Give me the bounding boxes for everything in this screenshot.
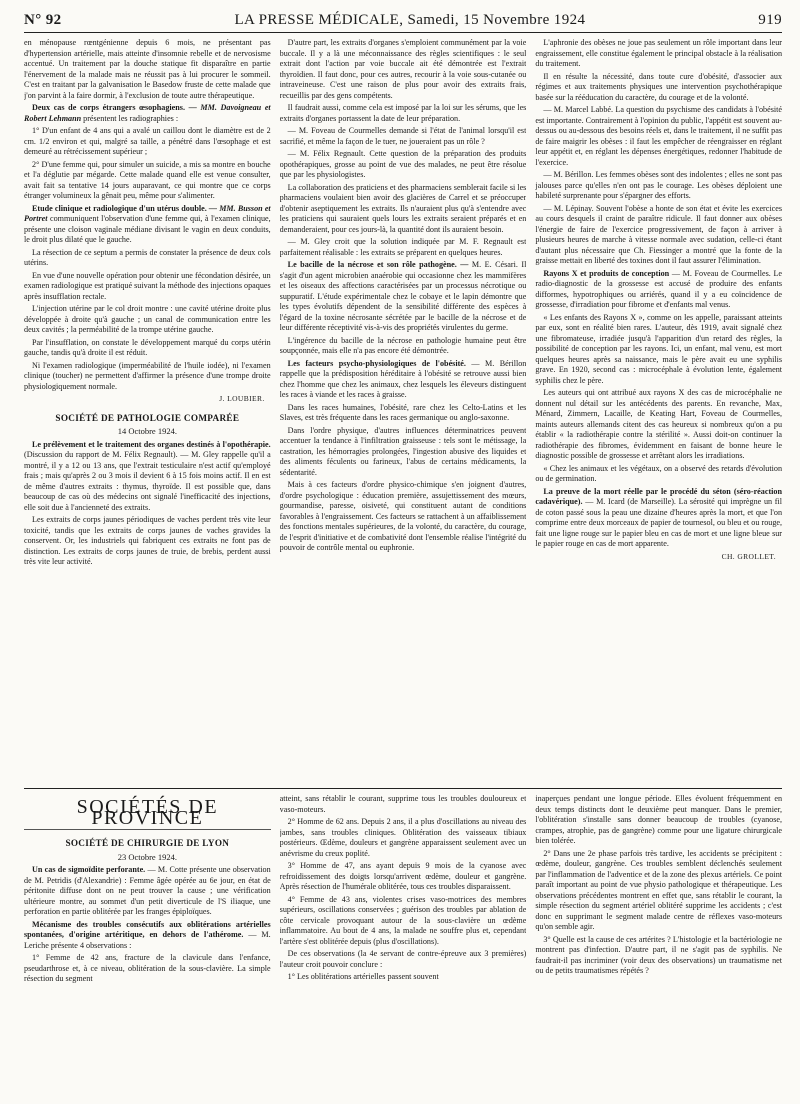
paragraph-text: communiquent l'observation d'une femme qui, à l'examen clinique, présente une cloison vaginale médiane divisant le vagin en deux conduits, le droit plus dilaté que le gauche. xyxy=(24,214,271,244)
subject-title: Etude clinique et radiologique d'un utérus double. xyxy=(32,203,207,213)
authors: — MM. Busson et Portret xyxy=(24,203,271,223)
paragraph: Par l'insufflation, on constate le développement marqué du corps utérin gauche, tandis qu'à droite il est réduit. xyxy=(24,337,271,357)
paragraph: D'autre part, les extraits d'organes s'emploient communément par la voie buccale. Il y a là une méconnaissance des règles scientifiques : le seul extrait dont l'action par voie buccale ait été démontrée est l'extrait thyroïdien. Il faut donc, pour ces autres, recourir à la voie sous-cutanée ou intraveineuse. C'est une raison de plus pour avoir des extraits frais, recueillis par des gens compétents. xyxy=(279,38,527,100)
session-date: 14 Octobre 1924. xyxy=(117,426,177,436)
signature: CH. GROLLET. xyxy=(721,551,777,561)
paragraph-text: M. E. Césari. Il s'agit d'un agent microbien anaérobie qui occasionne chez les mammifères et les oiseaux des affections caractérisées par un processus nécrotique ou suppuratif. L'étude expérimentale chez le cobaye et le lapin démontre que les types évolutifs dépendent de la sensibilité différente des espèces à l'égard de la toxine nécrosante sécrétée par le bacille de la nécrose et de leur différente réceptivité vis-à-vis des propriétés virulentes du germe. xyxy=(279,260,527,332)
society-title: SOCIÉTÉ DE PATHOLOGIE COMPARÉE xyxy=(55,412,240,423)
paragraph: — M. Lépinay. Souvent l'obèse a honte de son état et évite les exercices au cours desquels il craint de paraître ridicule. Il faut donner aux obèses l'énergie de faire de l'exercice progressivement, de façon à arriver à plusieurs heures de marche à vitesse normale avec sudation, celle-ci étant d'autant plus nécessaire que Ch. Fiessinger a montré que la fonte de la graisse mettait en liberté des toxines dont il faut assurer l'élimination. xyxy=(535,203,783,265)
section-divider xyxy=(24,788,782,789)
paragraph: atteint, sans rétablir le courant, supprime tous les troubles douloureux et vaso-moteurs. xyxy=(279,794,527,814)
subject-title: Les facteurs psycho-physiologiques de l'obésité. xyxy=(287,358,466,368)
session-date: 23 Octobre 1924. xyxy=(117,851,177,862)
paragraph: — M. Gley croit que la solution indiquée par M. F. Regnault est parfaitement réalisable : les extraits se préparent en quelques heures. xyxy=(279,237,527,257)
paragraph: — M. Félix Regnault. Cette question de la préparation des produits opothérapiques, grosse au point de vue des malades, ne peut être résolue que par les physiologistes. xyxy=(279,149,527,179)
paragraph: — M. Marcel Labbé. La question du psychisme des candidats à l'obésité est importante. Contrairement à l'opinion du public, l'appétit est souvent au-dessus ou au-dessous des besoins réels et, dans le traitement, il ne suffit pas de faire maigrir les obèses : il faut les empêcher de réengraisser en réglant leur appétit et, en réglant les dépenses énergétiques, redonner l'habitude de l'exercice. xyxy=(535,105,783,167)
page-number: N° 92 xyxy=(24,12,62,28)
journal-title: LA PRESSE MÉDICALE, Samedi, 15 Novembre 1924 xyxy=(234,12,586,28)
paragraph-text: — M. Foveau de Courmelles. Le radio-diagnostic de la grossesse est accusé de produire des enfants difformes, hypotrophiques ou arriérés, quand il y a eu coïncidence de grossesse, d'irradiation pour fibrome et d'enfants mal venus. xyxy=(535,268,783,309)
paragraph: en ménopause rœntgénienne depuis 6 mois, ne présentant pas d'hypertension artérielle, mais atteinte d'insomnie rebelle et de nervosisme accentué. Un traitement par la douche statique fit disparaître en partie l'énervement de la malade mais ne réussit pas à lui procurer le sommeil. C'est en traitant par la galvanisation le Basedow fruste de cette malade que j'on parvint à la faire dormir, à l'exclusion de toute autre thérapeutique. xyxy=(24,38,271,100)
paragraph xyxy=(24,103,271,124)
paragraph: Ni l'examen radiologique (imperméabilité de l'huile iodée), ni l'examen clinique (toucher) ne permettent d'affirmer la présence d'une trompe droite physiologiquement normale. xyxy=(24,360,271,391)
paragraph xyxy=(24,920,271,952)
paragraph: L'ingérence du bacille de la nécrose en pathologie humaine peut être soupçonnée, mais elle n'a pas encore été démontrée. xyxy=(279,335,527,355)
paragraph: 2° Homme de 62 ans. Depuis 2 ans, il a plus d'oscillations au niveau des jambes, sans troubles cliniques. Oblitération des vaisseaux tibiaux postérieurs. Œdème, douleurs et gangrène apparaissent seulement avec un anévrisme du creux poplité. xyxy=(279,817,527,858)
column-3 xyxy=(535,38,782,783)
paragraph-text: — M. Bérillon rappelle que la prédisposition héréditaire à l'obésité se retrouve aussi bien chez l'homme que chez les animaux, chez lesquels les éleveurs distinguent les races à viande et les races à graisse. xyxy=(279,358,527,399)
paragraph: Dans l'ordre physique, d'autres influences déterminatrices peuvent accentuer la tendance à l'infiltration graisseuse : tels sont le métissage, la castration, les hémorragies prolongées, l'ingestion abusive des liquides et des aliments féculents ou farineux, l'abus de certains médicaments, la sédentarité. xyxy=(279,425,527,477)
society-title: SOCIÉTÉ DE CHIRURGIE DE LYON xyxy=(65,838,230,848)
page-header xyxy=(24,12,782,33)
paragraph: La résection de ce septum a permis de constater la présence de deux cols utérins. xyxy=(24,247,271,267)
paragraph xyxy=(24,440,271,514)
subject-title: Le bacille de la nécrose et son rôle pathogène. — xyxy=(287,260,469,269)
paragraph-text: présentent les radiographies : xyxy=(83,113,179,123)
paragraph: Il faudrait aussi, comme cela est imposé par la loi sur les sérums, que les extraits d'organes portassent la date de leur préparation. xyxy=(279,103,527,123)
paragraph: 2° D'une femme qui, pour simuler un suicide, a mis sa montre en bouche et l'a déglutie par mégarde. Cette malade quand elle est venue consulter, avait fait sa tentative 14 jours auparavant, ce qui montre que ce corps étranger volumineux la gênait peu, même pour s'alimenter. xyxy=(24,159,271,200)
column-2 xyxy=(280,38,527,783)
subject-title: Le prélèvement et le traitement des organes destinés à l'opothérapie. xyxy=(32,439,271,449)
paragraph: Dans les races humaines, l'obésité, rare chez les Celto-Latins et les Slaves, est très fréquente dans les races germanique ou anglo-saxonne. xyxy=(279,402,527,422)
paragraph: La collaboration des praticiens et des pharmaciens semblerait facile si les pharmaciens voulaient bien avoir des glacières de Carrel et se préoccuper d'obtenir aseptiquement les extraits. Ils n'auraient plus qu'à s'entendre avec les praticiens qui sauraient quels lours les extraits seraient préparés et en demanderaient, pour ces jours-là, la quantité dont ils auraient besoin. xyxy=(279,182,527,234)
province-heading: SOCIÉTÉS DE PROVINCE xyxy=(24,802,271,830)
paragraph xyxy=(280,359,527,401)
paragraph: Les auteurs qui ont attribué aux rayons X des cas de microcéphalie ne donnent nul détail sur les antécédents des parents. En revanche, Max, Ménard, Zimmern, Lacaille, de Keating Hart, Foveau de Courmelles, maints auteurs allemands citent des cas heureux si nombreux qu'on a pu établir « la radiothérapie contre la stérilité ». Aussi doit-on continuer la radiothérapie des fibromes, évidemment en faisant de bonne heure le diagnostic possible de grossesse et arrêtant alors les irradiations. xyxy=(535,388,783,460)
paragraph: 1° Les oblitérations artérielles passent souvent xyxy=(287,972,439,981)
subject-title: La preuve de la mort réelle par le procédé du séton (séro-réaction cadavérique). xyxy=(535,486,783,506)
paragraph xyxy=(535,269,782,311)
signature: J. LOUBIER. xyxy=(219,394,265,403)
paragraph: L'aphronie des obèses ne joue pas seulement un rôle important dans leur engraissement, elle constitue également le principal obstacle à la réalisation du traitement. xyxy=(535,38,783,68)
paragraph: 3° Homme de 47, ans ayant depuis 9 mois de la cyanose avec refroidissement des doigts lorsqu'arrivent œdème, douleur et gangrène. Après résection de l'humérale oblitérée, tous ces troubles disparaissent. xyxy=(279,861,527,891)
subject-title: Un cas de sigmoïdite perforante. xyxy=(32,865,146,874)
paragraph: 3° Quelle est la cause de ces artérites ? L'histologie et la bactériologie ne montrent pas d'infection. D'autre part, il ne s'agit pas de syphilis. Ne faudrait-il pas incriminer (voir deux des observations) un traumatisme net ou de petits traumatismes répétés ? xyxy=(535,934,783,975)
paragraph: 4° Femme de 43 ans, violentes crises vaso-motrices des membres supérieurs, oscillations conservées ; guérison des troubles par ablation de côte cervicale provoquant autour de la sous-clavière un œdème inflammatoire. Au bout de 4 ans, la malade ne souffre plus et, cependant l'artère s'est oblitérée depuis (plus d'oscillations). xyxy=(279,894,527,946)
paragraph: 1° D'un enfant de 4 ans qui a avalé un caillou dont le diamètre est de 2 cm. 1/2 environ et qui, malgré sa taille, a pénétré dans l'œsophage et est demeuré au rétrécissement supérieur ; xyxy=(24,126,271,156)
paragraph-text: — M. Cotte présente une observation de M. Petridis (d'Alexandrie) : Femme âgée opérée au 6e jour, en état de péritonite diffuse dont on ne peut trouver la cause ; une vérification ultérieure montre, au sommet d'un petit diverticule de l'S iliaque, une perforation en partie oblitérée par les franges épiploïques. xyxy=(24,865,271,916)
paragraph xyxy=(24,204,271,246)
paragraph: 2° Dans une 2e phase parfois très tardive, les accidents se précipitent : œdème, douleur, gangrène. Ces troubles semblent déclenchés seulement par l'inflammation de l'adventice et de la zone des plexus artériels. Ce point paraît important au point de vue physio pathologique et thérapeutique. Les observations précédentes montrent en effet que, sans rétablir le courant, la simple résection du segment artériel oblitéré supprime les accidents ; c'est donc en supprimant le segment malade centre de réflexes vaso-moteurs qu'on semble agir. xyxy=(535,848,783,931)
paragraph: « Les enfants des Rayons X », comme on les appelle, paraissant atteints par eux, sont en réalité bien rares. L'auteur, dès 1919, avait signalé chez une fibromateuse, irradiée jusqu'à l'apparition d'un retard des règles, la possibilité de conception par les rayons. Ici, un enfant, mal venu, est mort quelques heures après sa naissance, mais le père avait eu une syphilis grave. En 1920, second cas : microcéphale à évolution lente, également syphilis chez le père. xyxy=(535,312,783,385)
paragraph: Les extraits de corps jaunes périodiques de vaches perdent très vite leur toxicité, tandis que les extraits de corps jaunes de vaches gravides la conservent. Or, les industriels qui fabriquent ces extraits ne font pas de distinction. Les extraits de corps jaunes de truie, de brebis, perdent aussi très vite leur activité. xyxy=(24,515,271,566)
folio-number: 919 xyxy=(758,12,782,28)
paragraph: — M. Bérillon. Les femmes obèses sont des indolentes ; elles ne sont pas jalouses parce qu'elles n'en ont pas le courage. Les obèses déploient une habileté surprenante pour s'épargner des efforts. xyxy=(535,170,783,200)
paragraph: L'injection utérine par le col droit montre : une cavité utérine droite plus développée à droite qu'à gauche ; un canal de communication entre les deux cavités ; la perméabilité de la trompe utérine gauche. xyxy=(24,304,271,334)
paragraph: — M. Foveau de Courmelles demande si l'état de l'animal lorsqu'il est sacrifié, et même la façon de le tuer, ne joueraient pas un rôle ? xyxy=(279,126,527,146)
top-columns xyxy=(24,38,782,783)
column-1 xyxy=(24,794,271,1104)
subject-title: Rayons X et produits de conception xyxy=(543,268,670,278)
column-1 xyxy=(24,38,271,783)
bottom-columns xyxy=(24,794,782,1104)
paragraph xyxy=(280,260,527,334)
paragraph: 1° Femme de 42 ans, fracture de la clavicule dans l'enfance, pseudarthrose et, à ce niveau, oblitération de la sous-clavière. La simple résection du segment xyxy=(24,953,271,983)
paragraph xyxy=(24,865,271,918)
paragraph-text: — M. Icard (de Marseille). La sérosité qui imprègne un fil de coton passé sous la peau une dizaine d'heures après la mort, et que l'on comprime entre deux morceaux de papier de tournesol, ou bleu et ou rouge, fait une ligne rouge sur le papier bleu en cas de mort et une ligne bleue sur le papier rouge en cas de mort apparente. xyxy=(535,497,783,548)
paragraph-text: — M. Leriche présente 4 observations : xyxy=(24,930,271,950)
paragraph: Mais à ces facteurs d'ordre physico-chimique s'en joignent d'autres, d'ordre psychologique : éducation première, assujettissement des mœurs, gourmandise, paresse, oisiveté, qui constituent autant de conditions favorables à l'engraissement. Ces facteurs se rattachent à un affaiblissement des fonctions mentales supérieures, de la volonté, du caractère, du courage, de l'esprit d'initiative et de combativité dont l'ensemble réalise l'intégrité du pouvoir de contrôle mental ou euphronie. xyxy=(279,480,527,552)
paragraph: De ces observations (la 4e servant de contre-épreuve aux 3 premières) l'auteur croit pouvoir conclure : xyxy=(279,949,527,969)
paragraph: inaperçues pendant une longue période. Elles évoluent fréquemment en deux temps distincts dont le deuxième peut manquer. Dans le premier, l'oblitération s'installe sans donner beaucoup de troubles (cyanose, crampes, atrophie, pas de gangrène) comme pour une ligature chirurgicale bien tolérée. xyxy=(535,794,783,845)
paragraph: En vue d'une nouvelle opération pour obtenir une fécondation désirée, un examen radiologique est pratiqué suivant la méthode des injections opaques après insufflation rectale. xyxy=(24,270,271,301)
paragraph xyxy=(535,487,782,550)
subject-title: Deux cas de corps étrangers œsophagiens. — xyxy=(32,103,197,112)
subject-title: Mécanisme des troubles consécutifs aux oblitérations artérielles spontanées, d'origine artéritique, en dehors de l'athérome. xyxy=(24,919,271,939)
authors: MM. Davoigneau et Robert Lehmann xyxy=(24,103,271,123)
paragraph: Il en résulte la nécessité, dans toute cure d'obésité, d'associer aux régimes et aux traitements physiques une intervention psychothérapique basée sur la rééducation du caractère, du courage et de la volonté. xyxy=(535,71,783,102)
column-3 xyxy=(535,794,782,1104)
paragraph: « Chez les animaux et les végétaux, on a observé des retards d'évolution ou de germination. xyxy=(535,463,783,483)
paragraph-text: (Discussion du rapport de M. Félix Regnault). — M. Gley rappelle qu'il a montré, il y a 12 ou 13 ans, que l'extrait testiculaire n'est actif qu'employé frais ; mais qu'après 2 ou 3 mois il devient 6 à 15 fois moins actif. Il en est de même d'autres extraits : thymus, thyroïde. Il est possible que, dans beaucoup de cas où des médecins ont signalé l'inefficacité des injections, elle soit due à l'ancienneté des extraits. xyxy=(24,450,271,512)
column-2 xyxy=(280,794,527,1104)
